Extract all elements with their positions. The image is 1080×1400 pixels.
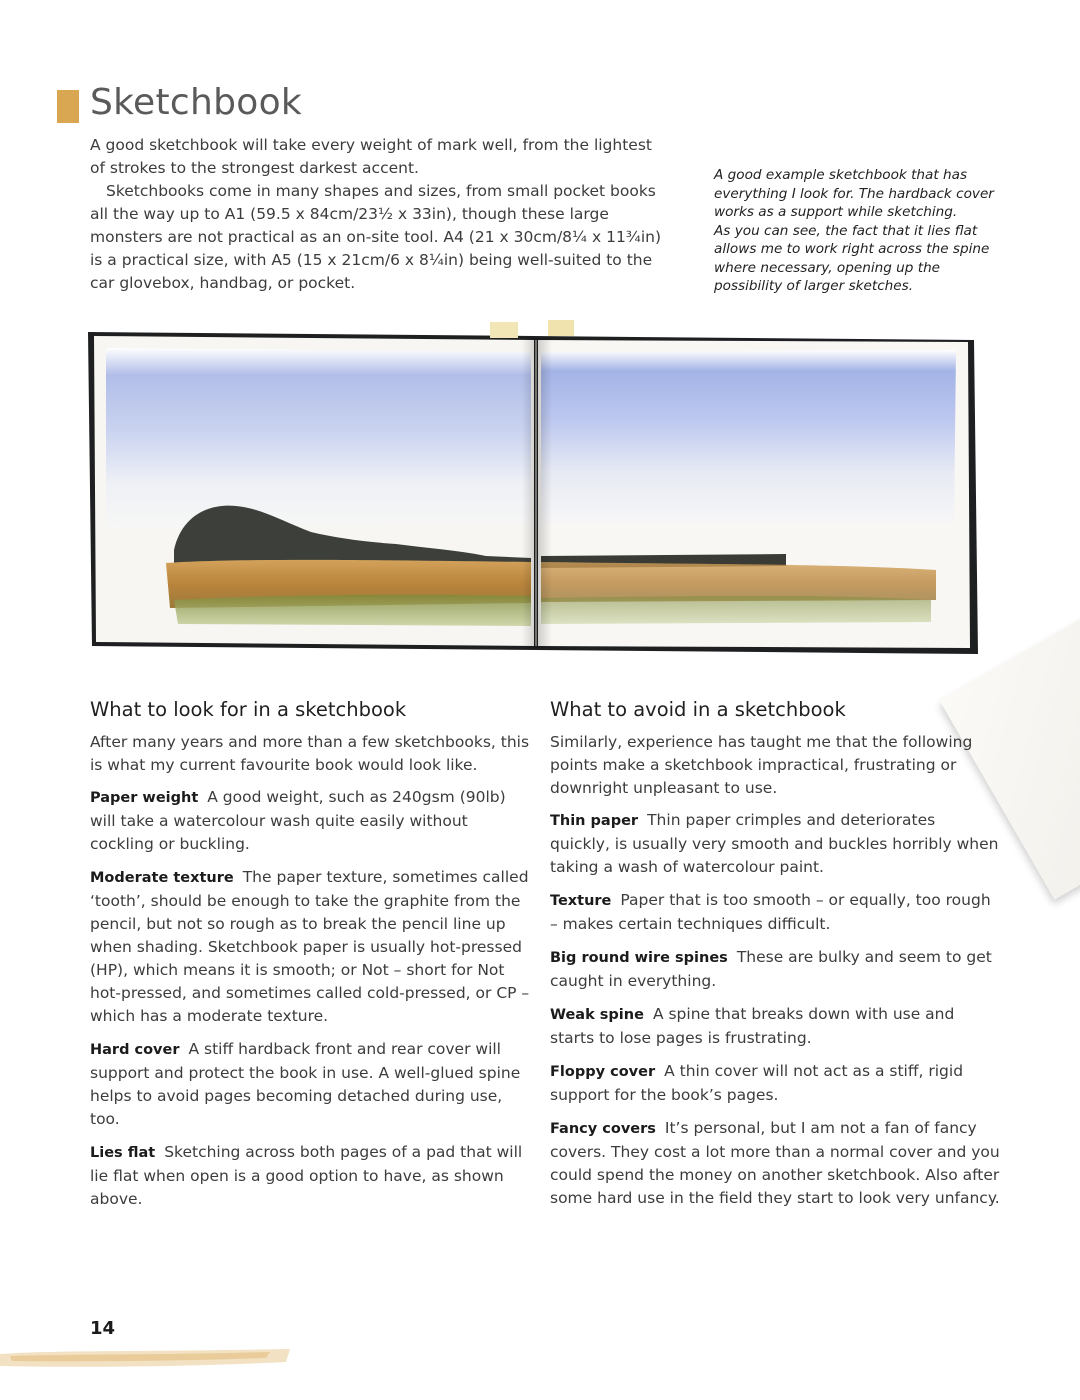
- page-number: 14: [90, 1318, 116, 1339]
- avoid-item: [550, 1060, 1000, 1107]
- item-term: Texture: [550, 893, 612, 909]
- caption-paragraph-2: As you can see, the fact that it lies flat allows me to work right across the spine where necessary, opening up the possibility of larger sketches.: [714, 222, 990, 294]
- field-wash-right: [541, 562, 936, 602]
- grass-left: [174, 595, 531, 626]
- page-title: Sketchbook: [90, 82, 303, 123]
- bookmark-tab-2: [548, 320, 574, 336]
- sketchbook-illustration: [86, 318, 998, 676]
- item-text: The paper texture, sometimes called ‘tooth’, should be enough to take the graphite from the pencil, but not so rough as to break the pencil line up when shading. Sketchbook paper is usually hot-pressed (HP), which means it is smooth; or Not – short for Not hot-pressed, and sometimes called cold-pressed, or CP – which has a moderate texture.: [90, 868, 530, 1025]
- sketchbook-photo: [86, 318, 998, 676]
- item-term: Lies flat: [90, 1145, 156, 1161]
- intro-paragraph-1: A good sketchbook will take every weight of mark well, from the lightest of strokes to the strongest darkest accent.: [90, 136, 652, 177]
- item-text: These are bulky and seem to get caught in everything.: [550, 948, 992, 990]
- avoid-item: [550, 809, 1000, 879]
- look-for-column: [90, 698, 530, 1221]
- avoid-column: [550, 698, 1000, 1220]
- item-term: Fancy covers: [550, 1121, 656, 1137]
- sky-wash-right: [541, 350, 956, 524]
- avoid-heading: What to avoid in a sketchbook: [550, 698, 846, 721]
- item-term: Hard cover: [90, 1042, 180, 1058]
- caption-paragraph-1: A good example sketchbook that has everything I look for. The hardback cover works as a support while sketching.: [714, 167, 994, 220]
- sky-wash-left: [106, 348, 531, 528]
- photo-caption: [714, 166, 1004, 296]
- avoid-item: [550, 889, 1000, 936]
- item-text: A spine that breaks down with use and starts to lose pages is frustrating.: [550, 1005, 955, 1047]
- item-term: Thin paper: [550, 813, 639, 829]
- look-for-heading: What to look for in a sketchbook: [90, 698, 407, 721]
- item-term: Big round wire spines: [550, 950, 728, 966]
- avoid-item: [550, 946, 1000, 993]
- bookmark-tab-1: [490, 322, 518, 338]
- look-for-item: [90, 1038, 530, 1131]
- look-for-item: [90, 786, 530, 856]
- decorative-brush-stroke: [0, 1346, 290, 1370]
- item-text: It’s personal, but I am not a fan of fancy covers. They cost a lot more than a normal cover and you could spend the money on another sketchbook. Also after some hard use in the field they start to look very unfancy.: [550, 1119, 1000, 1207]
- item-term: Paper weight: [90, 790, 199, 806]
- item-text: Sketching across both pages of a pad that will lie flat when open is a good option to have, as shown above.: [90, 1143, 523, 1208]
- item-term: Moderate texture: [90, 870, 234, 886]
- item-text: Thin paper crimples and deteriorates quickly, is usually very smooth and buckles horribly when taking a wash of watercolour paint.: [550, 811, 999, 876]
- intro-paragraph-2: Sketchbooks come in many shapes and sizes, from small pocket books all the way up to A1 (59.5 x 84cm/23½ x 33in), though these large monsters are not practical as an on-site tool. A4 (21 x 30cm/8¼ x 11¾in) is a practical size, with A5 (15 x 21cm/6 x 8¼in) being well-suited to the car glovebox, handbag, or pocket.: [90, 182, 662, 292]
- item-term: Floppy cover: [550, 1064, 656, 1080]
- grass-right: [541, 596, 931, 624]
- avoid-item: [550, 1003, 1000, 1050]
- intro-text: [90, 134, 670, 295]
- look-for-lead: After many years and more than a few sketchbooks, this is what my current favourite book would look like.: [90, 733, 530, 774]
- avoid-lead: Similarly, experience has taught me that the following points make a sketchbook impractical, frustrating or downright unpleasant to use.: [550, 733, 973, 797]
- item-term: Weak spine: [550, 1007, 644, 1023]
- look-for-item: [90, 1141, 530, 1211]
- item-text: A stiff hardback front and rear cover will support and protect the book in use. A well-glued spine helps to avoid pages becoming detached during use, too.: [90, 1040, 521, 1128]
- spine-shadow: [522, 338, 552, 648]
- item-text: Paper that is too smooth – or equally, too rough – makes certain techniques difficult.: [550, 891, 991, 933]
- item-text: A thin cover will not act as a stiff, rigid support for the book’s pages.: [550, 1062, 964, 1104]
- item-text: A good weight, such as 240gsm (90lb) will take a watercolour wash quite easily without cockling or buckling.: [90, 788, 506, 853]
- heading-accent-marker: [57, 90, 79, 123]
- look-for-item: [90, 866, 530, 1028]
- avoid-item: [550, 1117, 1000, 1210]
